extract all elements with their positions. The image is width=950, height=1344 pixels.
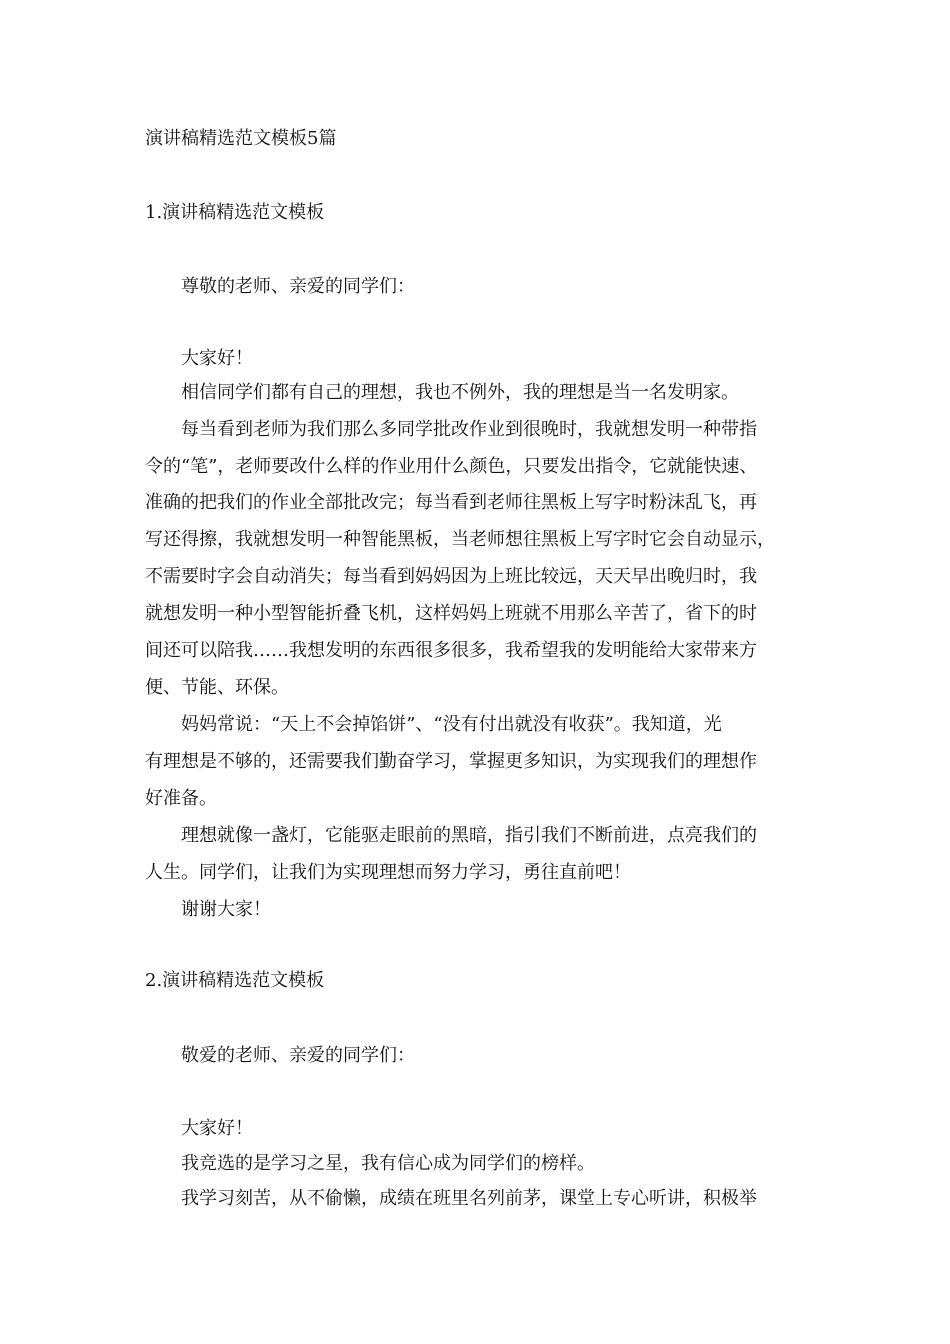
paragraph-line: 好准备。 [145, 788, 217, 809]
paragraph-line: 理想就像一盏灯，它能驱走眼前的黑暗，指引我们不断前进，点亮我们的 [181, 825, 757, 846]
paragraph-line: 有理想是不够的，还需要我们勤奋学习，掌握更多知识，为实现我们的理想作 [145, 751, 757, 772]
paragraph-line: 间还可以陪我……我想发明的东西很多很多，我希望我的发明能给大家带来方 [145, 640, 757, 661]
section-2-heading: 2.演讲稿精选范文模板 [145, 970, 325, 991]
paragraph-line: 便、节能、环保。 [145, 677, 289, 698]
paragraph-line: 我竞选的是学习之星，我有信心成为同学们的榜样。 [181, 1153, 595, 1174]
paragraph-line: 妈妈常说：“天上不会掉馅饼”、“没有付出就没有收获”。我知道，光 [181, 714, 722, 735]
paragraph-line: 写还得擦，我就想发明一种智能黑板，当老师想往黑板上写字时它会自动显示， [145, 529, 775, 550]
section-1-salutation: 尊敬的老师、亲爱的同学们： [181, 276, 415, 297]
section-1-heading: 1.演讲稿精选范文模板 [145, 202, 325, 223]
paragraph-line: 令的“笔”，老师要改什么样的作业用什么颜色，只要发出指令，它就能快速、 [145, 456, 758, 477]
paragraph-line: 人生。同学们，让我们为实现理想而努力学习，勇往直前吧！ [145, 862, 631, 883]
paragraph-line: 每当看到老师为我们那么多同学批改作业到很晚时，我就想发明一种带指 [181, 419, 757, 440]
document-title: 演讲稿精选范文模板5篇 [145, 128, 337, 149]
paragraph-line: 我学习刻苦，从不偷懒，成绩在班里名列前茅，课堂上专心听讲，积极举 [181, 1188, 757, 1209]
paragraph-line: 就想发明一种小型智能折叠飞机，这样妈妈上班就不用那么辛苦了，省下的时 [145, 603, 757, 624]
paragraph-line: 大家好！ [181, 1118, 253, 1139]
paragraph-line: 谢谢大家！ [181, 899, 271, 920]
section-2-salutation: 敬爱的老师、亲爱的同学们： [181, 1045, 415, 1066]
paragraph-line: 准确的把我们的作业全部批改完；每当看到老师往黑板上写字时粉沫乱飞，再 [145, 492, 757, 513]
paragraph-line: 大家好！ [181, 348, 253, 369]
paragraph-line: 不需要时字会自动消失；每当看到妈妈因为上班比较远，天天早出晚归时，我 [145, 566, 757, 587]
paragraph-line: 相信同学们都有自己的理想，我也不例外，我的理想是当一名发明家。 [181, 382, 739, 403]
